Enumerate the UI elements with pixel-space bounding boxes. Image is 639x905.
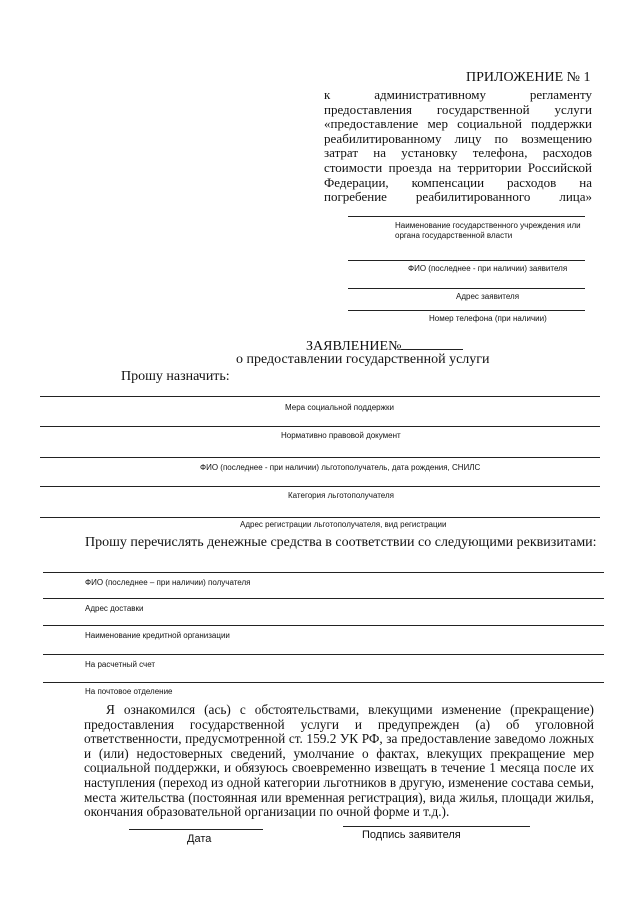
institution-label: Наименование государственного учреждения или органа государственной власти	[395, 221, 581, 240]
post-office-line[interactable]	[43, 682, 604, 683]
appendix-title: ПРИЛОЖЕНИЕ № 1	[466, 70, 591, 85]
payment-prompt: Прошу перечислять денежные средства в соответствии со следующими реквизитами:	[85, 535, 597, 550]
applicant-fio-label: ФИО (последнее - при наличии) заявителя	[408, 264, 568, 273]
beneficiary-address-label: Адрес регистрации льготополучателя, вид регистрации	[240, 520, 447, 529]
assign-prompt: Прошу назначить:	[121, 369, 230, 384]
date-label: Дата	[187, 833, 212, 845]
document-subtitle: о предоставлении государственной услуги	[236, 352, 490, 367]
applicant-address-label: Адрес заявителя	[456, 292, 520, 301]
applicant-phone-line[interactable]	[348, 310, 585, 311]
applicant-fio-line[interactable]	[348, 260, 585, 261]
delivery-address-line[interactable]	[43, 598, 604, 599]
support-measure-label: Мера социальной поддержки	[285, 403, 394, 412]
signature-label: Подпись заявителя	[362, 829, 461, 841]
application-number-field[interactable]	[401, 339, 463, 350]
legal-document-label: Нормативно правовой документ	[281, 431, 401, 440]
beneficiary-address-line[interactable]	[40, 517, 600, 518]
support-measure-line[interactable]	[40, 396, 600, 397]
credit-organization-label: Наименование кредитной организации	[85, 631, 230, 640]
signature-line[interactable]	[343, 826, 530, 827]
legal-document-line[interactable]	[40, 426, 600, 427]
applicant-address-line[interactable]	[348, 288, 585, 289]
institution-line[interactable]	[348, 216, 585, 217]
applicant-phone-label: Номер телефона (при наличии)	[429, 314, 547, 323]
bank-account-line[interactable]	[43, 654, 604, 655]
beneficiary-fio-line[interactable]	[40, 457, 600, 458]
recipient-fio-label: ФИО (последнее – при наличии) получателя	[85, 578, 251, 587]
beneficiary-category-label: Категория льготополучателя	[288, 491, 394, 500]
acknowledgement-text: Я ознакомился (ась) с обстоятельствами, влекущими изменение (прекращение) предоставления государственной услуги и предупрежден (а) об уголовной ответственности, предусмотренной ст. 159.2 УК РФ, за предоставление заведомо ложных и (или) недостоверных сведений, умолчание о фактах, влекущих прекращение мер социальной поддержки, и обязуюсь своевременно извещать в течение 1 месяца после их наступления (переход из одной категории льготников в другую, изменение состава семьи, места жительства (постоянная или временная регистрация), вида жилья, площади жилья, окончания образовательной организации по очной форме и т.д.).	[84, 702, 594, 820]
appendix-text: к административному регламенту предоставления государственной услуги «предоставление мер социальной поддержки реабилитированному лицу по возмещению затрат на установку телефона, расходов стоимости проезда на территории Российской Федерации, компенсации расходов на погребение реабилитированного лица»	[324, 87, 592, 205]
bank-account-label: На расчетный счет	[85, 660, 156, 669]
post-office-label: На почтовое отделение	[85, 687, 173, 696]
recipient-fio-line[interactable]	[43, 572, 604, 573]
delivery-address-label: Адрес доставки	[85, 604, 144, 613]
beneficiary-fio-label: ФИО (последнее - при наличии) льготополучатель, дата рождения, СНИЛС	[200, 463, 481, 472]
date-line[interactable]	[129, 829, 263, 830]
document-title-text: ЗАЯВЛЕНИЕ№	[306, 339, 402, 354]
beneficiary-category-line[interactable]	[40, 486, 600, 487]
credit-organization-line[interactable]	[43, 625, 604, 626]
